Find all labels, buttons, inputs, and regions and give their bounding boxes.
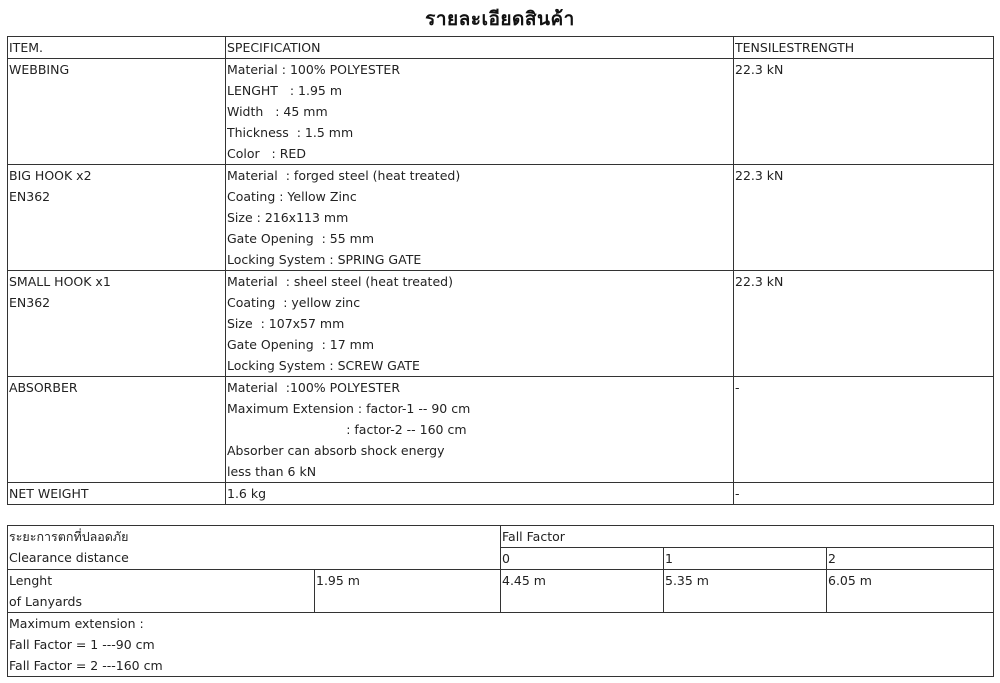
clearance-label-cell [8, 526, 501, 570]
tensile-strength-cell [734, 271, 994, 377]
tensile-strength-cell-value: 22.3 kN [735, 274, 784, 289]
specification-cell-line: Absorber can absorb shock energy [227, 443, 445, 458]
fall-factor-2: 2 [827, 548, 994, 570]
specification-cell-line: Size : 107x57 mm [227, 316, 345, 331]
tensile-strength-cell-value: - [735, 380, 740, 395]
lanyard-length-label: Lenght of Lanyards [8, 570, 315, 613]
tensile-strength-cell [734, 165, 994, 271]
specification-cell-line: Thickness : 1.5 mm [227, 125, 354, 140]
spec-row [8, 59, 994, 165]
specification-cell-line: Gate Opening : 55 mm [227, 231, 374, 246]
tensile-strength-cell [734, 377, 994, 483]
tensile-strength-column-header: TENSILESTRENGTH [734, 37, 994, 59]
fall-factor-table [7, 525, 994, 677]
item-cell-line: NET WEIGHT [9, 486, 89, 501]
clearance-value-2: 6.05 m [827, 570, 994, 613]
spec-row [8, 271, 994, 377]
item-cell-line: EN362 [9, 295, 51, 310]
tensile-strength-cell-value: 22.3 kN [735, 168, 784, 183]
specification-cell [226, 271, 734, 377]
specification-cell [226, 59, 734, 165]
specification-cell-line: Material :100% POLYESTER [227, 380, 401, 395]
specification-cell-line: 1.6 kg [227, 486, 267, 501]
clearance-label-en: Clearance distance [9, 550, 129, 565]
specification-cell-line: LENGHT : 1.95 m [227, 83, 343, 98]
tensile-strength-cell-value: 22.3 kN [735, 62, 784, 77]
lanyard-length-value: 1.95 m [315, 570, 501, 613]
item-cell-line: BIG HOOK x2 [9, 168, 92, 183]
max-extension-note: Maximum extension : Fall Factor = 1 ---90 cm Fall Factor = 2 ---160 cm [8, 613, 994, 677]
specification-cell-line: Material : sheel steel (heat treated) [227, 274, 453, 289]
spec-row [8, 165, 994, 271]
specification-cell [226, 483, 734, 505]
specification-cell-line: Gate Opening : 17 mm [227, 337, 374, 352]
specification-cell [226, 377, 734, 483]
spec-table [7, 36, 994, 505]
specification-cell-line: Material : 100% POLYESTER [227, 62, 401, 77]
tensile-strength-cell [734, 59, 994, 165]
spec-header-row [8, 37, 994, 59]
page-title: รายละเอียดสินค้า [425, 8, 575, 30]
clearance-value-0: 4.45 m [501, 570, 664, 613]
specification-cell-line: Material : forged steel (heat treated) [227, 168, 461, 183]
fall-factor-0: 0 [501, 548, 664, 570]
specification-cell-line: Size : 216x113 mm [227, 210, 349, 225]
item-column-header: ITEM. [8, 37, 226, 59]
specification-cell-line: : factor-2 -- 160 cm [227, 422, 467, 437]
lanyard-length-row [8, 570, 994, 613]
item-cell [8, 59, 226, 165]
specification-column-header: SPECIFICATION [226, 37, 734, 59]
specification-cell-line: Maximum Extension : factor-1 -- 90 cm [227, 401, 471, 416]
specification-cell-line: Coating : yellow zinc [227, 295, 361, 310]
spec-row [8, 483, 994, 505]
item-cell [8, 165, 226, 271]
specification-cell-line: Coating : Yellow Zinc [227, 189, 357, 204]
specification-cell-line: Locking System : SCREW GATE [227, 358, 420, 373]
max-extension-row [8, 613, 994, 677]
fall-factor-1: 1 [664, 548, 827, 570]
clearance-value-1: 5.35 m [664, 570, 827, 613]
item-cell [8, 271, 226, 377]
specification-cell-line: Width : 45 mm [227, 104, 328, 119]
item-cell-line: SMALL HOOK x1 [9, 274, 111, 289]
fall-header-row [8, 526, 994, 548]
clearance-label-thai: ระยะการตกที่ปลอดภัย [9, 529, 129, 544]
tensile-strength-cell [734, 483, 994, 505]
tensile-strength-cell-value: - [735, 486, 740, 501]
item-cell-line: ABSORBER [9, 380, 78, 395]
spec-row [8, 377, 994, 483]
specification-cell-line: less than 6 kN [227, 464, 317, 479]
item-cell [8, 377, 226, 483]
item-cell [8, 483, 226, 505]
fall-factor-header: Fall Factor [501, 526, 994, 548]
specification-cell-line: Color : RED [227, 146, 306, 161]
specification-cell [226, 165, 734, 271]
specification-cell-line: Locking System : SPRING GATE [227, 252, 422, 267]
item-cell-line: WEBBING [9, 62, 70, 77]
item-cell-line: EN362 [9, 189, 51, 204]
